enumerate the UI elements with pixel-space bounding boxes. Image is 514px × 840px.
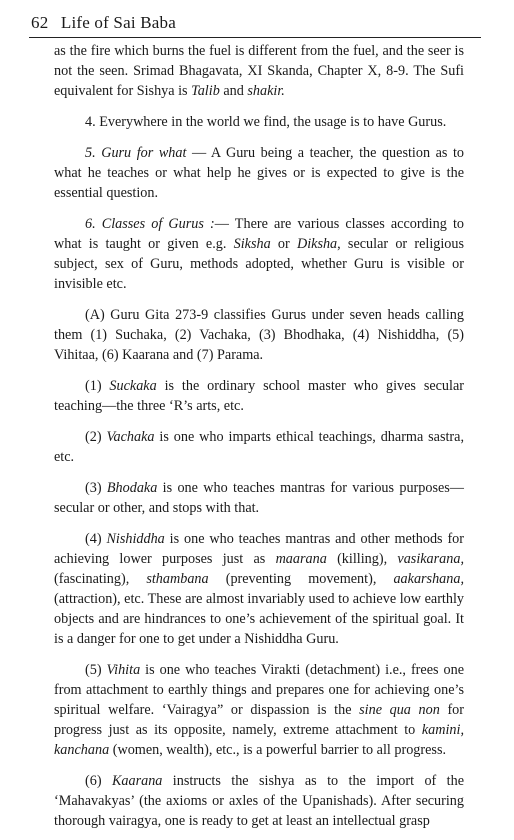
page-number: 62 — [31, 13, 49, 32]
text-run: (5) — [85, 662, 107, 678]
italic-term: Kaarana — [111, 773, 163, 789]
italic-term: Diksha — [296, 236, 338, 252]
italic-term: Siksha — [233, 236, 271, 252]
text-run: (women, wealth), etc., is a powerful barrier to all progress. — [109, 742, 447, 758]
text-run: and — [219, 83, 248, 99]
text-run: (4) — [85, 531, 107, 547]
text-run: (3) — [85, 480, 107, 496]
text-run: is one who teaches Virakti (detachment) i.e., frees one from attachment to earthly things and prepares one for achieving one’s spiritual welfare. ‘Vairagya” or dispassion is the — [54, 662, 464, 718]
running-title: Life of Sai Baba — [60, 13, 176, 32]
page-body — [54, 41, 464, 840]
text-run: (preventing movement), — [208, 571, 394, 587]
running-header — [31, 13, 176, 33]
text-run: or — [270, 236, 297, 252]
italic-term: 6. Classes of Gurus : — [85, 216, 215, 232]
text-run: is the ordinary school master who gives secular teaching—the three ‘R’s arts, etc. — [54, 378, 464, 414]
italic-term: Vachaka — [106, 429, 155, 445]
paragraph-2-vachaka — [54, 427, 464, 467]
text-run: is one who teaches mantras and other methods for achieving lower purposes just as — [54, 531, 465, 567]
italic-term: maarana — [275, 551, 327, 567]
italic-term: kamini, kanchana — [54, 722, 464, 758]
paragraph-1-suckaka — [54, 376, 464, 416]
header-rule — [29, 37, 481, 38]
italic-term: Suckaka — [109, 378, 157, 394]
italic-term: Bhodaka — [106, 480, 158, 496]
paragraph-4-nishiddha — [54, 529, 464, 649]
text-run: (6) — [85, 773, 112, 789]
paragraph-6-classes-of-gurus — [54, 214, 464, 294]
italic-term: 5. Guru for what — [85, 145, 187, 161]
text-run: as the fire which burns the fuel is different from the fuel, and the seer is not the seen. Srimad Bhagavata, XI Skanda, Chapter X, 8-9. The Sufi equivalent for Sishya is — [54, 43, 464, 99]
italic-term: Vihita — [106, 662, 141, 678]
paragraph-a-guru-gita — [54, 305, 464, 365]
paragraph-4-gurus-usage — [54, 112, 464, 132]
text-run: (attraction), etc. These are almost invariably used to achieve low earthly objects and are hindrances to one’s achievement of the spiritual goal. It is a danger for one to get under a Nishiddha Guru. — [54, 591, 464, 647]
italic-term: Talib — [191, 83, 220, 99]
paragraph-5-vihita — [54, 660, 464, 760]
paragraph-5-guru-for-what — [54, 143, 464, 203]
italic-term: Nishiddha — [106, 531, 165, 547]
text-run: , secular or religious subject, sex of Guru, methods adopted, whether Guru is visible or invisible etc. — [54, 236, 464, 292]
text-run: — A Guru being a teacher, the question as to what he teaches or what help he gives or is expected to give is the essential question. — [54, 145, 465, 201]
text-run: (2) — [85, 429, 107, 445]
italic-term: aakarshana, — [393, 571, 464, 587]
italic-term: shakir. — [247, 83, 285, 99]
paragraph-6-kaarana — [54, 771, 464, 831]
text-run: (A) Guru Gita 273-9 classifies Gurus under seven heads calling them (1) Suchaka, (2) Vachaka, (3) Bhodhaka, (4) Nishiddha, (5) Vihitaa, (6) Kaarana and (7) Parama. — [54, 307, 464, 363]
italic-term: sthambana — [146, 571, 209, 587]
text-run: (fascinating), — [54, 571, 147, 587]
text-run: instructs the sishya as to the import of the ‘Mahavakyas’ (the axioms or axles of the Upanishads). After securing thorough vairagya, one is ready to get at least an intellectual grasp — [54, 773, 465, 829]
text-run: (killing), — [326, 551, 398, 567]
text-run: (1) — [85, 378, 110, 394]
italic-term: sine qua non — [359, 702, 440, 718]
text-run: is one who imparts ethical teachings, dharma sastra, etc. — [54, 429, 465, 465]
text-run: for progress just as its opposite, namely, extreme attachment to — [54, 702, 464, 738]
text-run: — There are various classes according to what is taught or given e.g. — [54, 216, 464, 252]
paragraph-3-bhodaka — [54, 478, 464, 518]
italic-term: vasikarana, — [397, 551, 465, 567]
paragraph-continuation — [54, 41, 464, 101]
text-run: is one who teaches mantras for various purposes—secular or other, and stops with that. — [54, 480, 464, 516]
text-run: 4. Everywhere in the world we find, the usage is to have Gurus. — [85, 114, 447, 130]
